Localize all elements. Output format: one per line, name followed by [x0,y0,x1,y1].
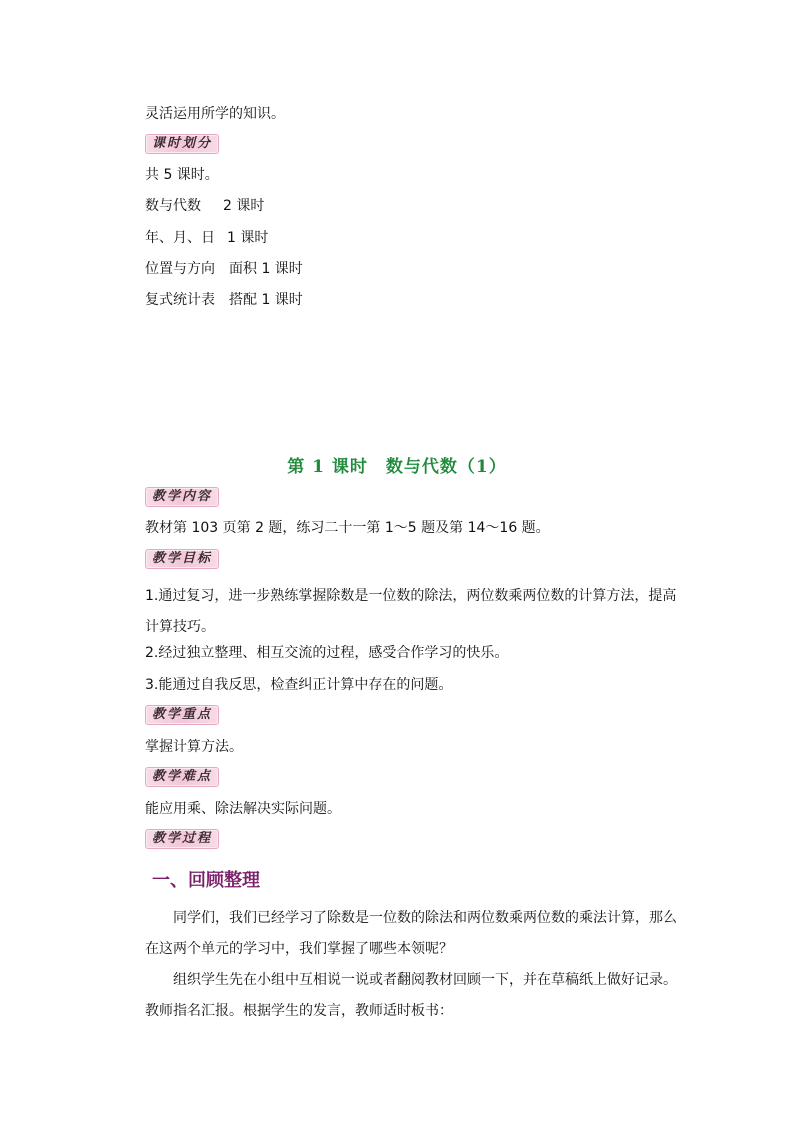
lesson-content: 教材第 103 页第 2 题，练习二十一第 1～5 题及第 14～16 题。 [145,520,550,536]
lesson-title: 第 1 课时 数与代数（1） [287,457,507,477]
paragraph: 组织学生先在小组中互相说一说或者翻阅教材回顾一下，并在草稿纸上做好记录。教师指名汇报。根据学生的发言，教师适时板书： [145,972,677,1019]
goal-item: 2.经过独立整理、相互交流的过程，感受合作学习的快乐。 [145,645,509,661]
schedule-row [145,228,685,248]
section-tag-process: 教学过程 [145,829,219,849]
section-tag-goals: 教学目标 [145,549,219,569]
schedule-row [145,259,685,279]
section-tag-difficulty: 教学难点 [145,767,219,787]
section-heading: 一、回顾整理 [152,870,260,891]
schedule-hours: 搭配 1 课时 [229,292,303,308]
schedule-topic: 数与代数 [145,198,201,214]
section-tag-key: 教学重点 [145,705,219,725]
goal-item [145,581,685,643]
difficulty-point: 能应用乘、除法解决实际问题。 [145,801,341,817]
section-tag-content: 教学内容 [145,487,219,507]
text-line: 共 5 课时。 [145,167,219,183]
goal-item: 3.能通过自我反思，检查纠正计算中存在的问题。 [145,677,453,693]
key-point: 掌握计算方法。 [145,739,243,755]
text-line: 灵活运用所学的知识。 [145,106,285,122]
section-tag-schedule: 课时划分 [145,134,219,154]
schedule-topic: 位置与方向 [145,261,215,277]
paragraph: 同学们，我们已经学习了除数是一位数的除法和两位数乘两位数的乘法计算，那么在这两个单元的学习中，我们掌握了哪些本领呢？ [145,910,677,957]
schedule-row [145,290,685,310]
schedule-row [145,196,685,216]
schedule-topic: 复式统计表 [145,292,215,308]
schedule-hours: 1 课时 [227,230,269,246]
schedule-topic: 年、月、日 [145,230,215,246]
schedule-hours: 2 课时 [223,198,265,214]
goal-text: 1.通过复习，进一步熟练掌握除数是一位数的除法，两位数乘两位数的计算方法，提高计算技巧。 [145,588,677,635]
schedule-hours: 面积 1 课时 [229,261,303,277]
